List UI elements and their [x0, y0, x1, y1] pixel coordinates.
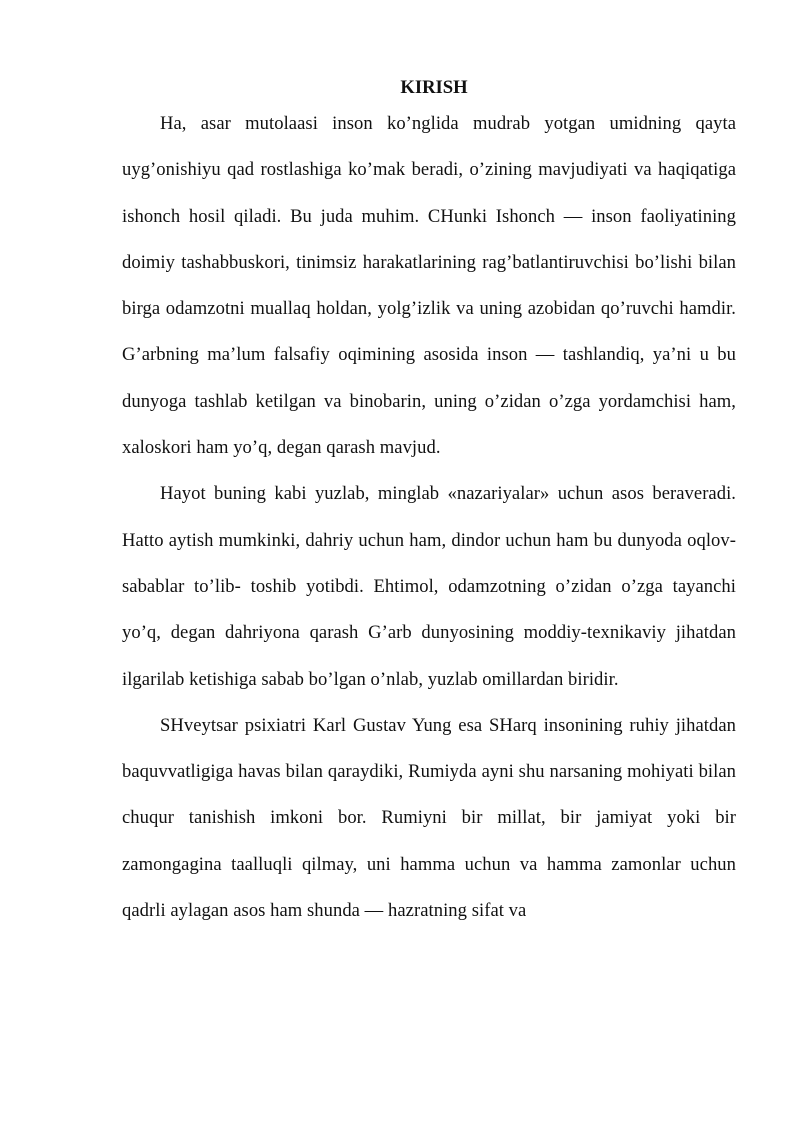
- paragraph-1: Ha, asar mutolaasi inson ko’nglida mudrab yotgan umidning qayta uyg’onishiyu qad rostlashiga ko’mak beradi, o’zining mavjudiyati va haqiqatiga ishonch hosil qiladi. Bu juda muhim. CHunki Ishonch — inson faoliyatining doimiy tashabbuskori, tinimsiz harakatlarining rag’batlantiruvchisi bo’lishi bilan birga odamzotni muallaq holdan, yolg’izlik va uning azobidan qo’ruvchi hamdir. G’arbning ma’lum falsafiy oqimining asosida inson — tashlandiq, ya’ni u bu dunyoga tashlab ketilgan va binobarin, uning o’zidan o’zga yordamchisi ham, xaloskori ham yo’q, degan qarash mavjud.: [122, 113, 736, 459]
- document-page: [122, 75, 736, 934]
- paragraph-2: Hayot buning kabi yuzlab, minglab «nazariyalar» uchun asos beraveradi. Hatto aytish mumkinki, dahriy uchun ham, dindor uchun ham bu dunyoda oqlov-sabablar to’lib- toshib yotibdi. Ehtimol, odamzotning o’zidan o’zga tayanchi yo’q, degan dahriyona qarash G’arb dunyosining moddiy-texnikaviy jihatdan ilgarilab ketishiga sabab bo’lgan o’nlab, yuzlab omillardan biridir.: [122, 483, 736, 690]
- paragraph-3: SHveytsar psixiatri Karl Gustav Yung esa SHarq insonining ruhiy jihatdan baquvvatligiga havas bilan qaraydiki, Rumiyda ayni shu narsaning mohiyati bilan chuqur tanishish imkoni bor. Rumiyni bir millat, bir jamiyat yoki bir zamongagina taalluqli qilmay, uni hamma uchun va hamma zamonlar uchun qadrli aylagan asos ham shunda — hazratning sifat va: [122, 714, 736, 922]
- document-heading: KIRISH: [400, 77, 468, 98]
